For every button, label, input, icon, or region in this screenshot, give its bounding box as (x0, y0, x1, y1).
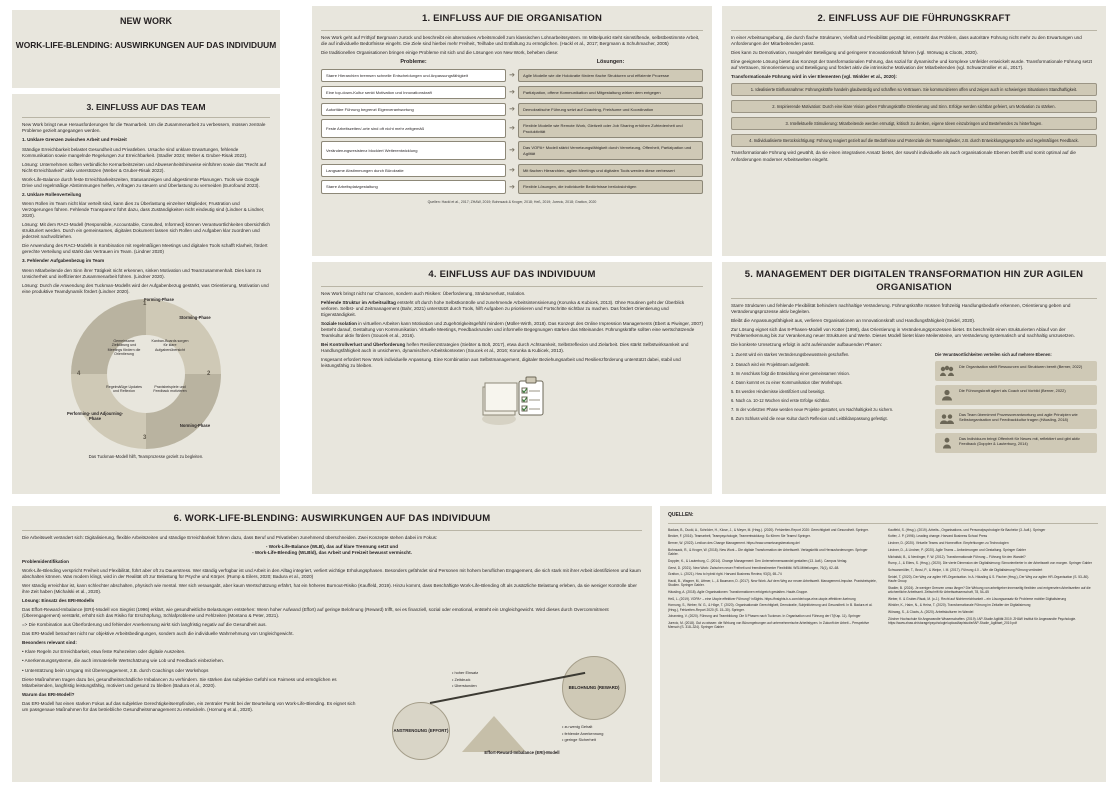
leadership-elements (731, 83, 1097, 147)
team-block-2-heading: 2. Unklare Rollenverteilung (22, 191, 82, 197)
kotter-step: 1. Zuerst wird ein starkes Veränderungsbewusstsein geschaffen. (731, 352, 850, 358)
source-item: Häusling, A. (2018). Agile Organisationen: Transformationen erfolgreich gestalten. Haufe-Gruppe. (668, 589, 809, 594)
source-item: Jurecic, M. (2018). Gut zu wissen: die Wirkung von Bürumgebungen auf unternehmerische Arbeitstypen. In Zukunft der Arbeit – Perspektive Mensch (S. 318–324). Springer Gabler (668, 621, 870, 630)
arrow-right-icon: ➔ (509, 125, 515, 133)
leadership-element: 4. Individualisierte Berücksichtigung: Führung reagiert gezielt auf die Bedürfnisse und Potenziale der Teammitglieder, z.B. durch Entwicklungsgespräche und regelmäßiges Feedback. (731, 134, 1097, 147)
responsibility-row (935, 433, 1097, 453)
kotter-step: 6. Nach ca. 10-12 Wochen sind erste Erfolge sichtbar. (731, 397, 830, 403)
responsibility-row (935, 361, 1097, 381)
poster-header (12, 10, 280, 88)
wlb-h2: Lösung: Einsatz des ERI-Modells (22, 598, 95, 604)
tuckman-phase-3-number: 3 (143, 434, 147, 441)
tuckman-phase-1-desc: Gemeinsame Zielklärung und Meetings fördern die Orientierung (107, 338, 141, 357)
section-individual (312, 262, 712, 494)
kotter-step: 8. Zum Schluss wird die neue Kultur durch Reflexion und Leitbildanpassung gefestigt. (731, 415, 888, 421)
source-item: Gerst, D. (2021). New Work: Zwischen neuer Freiheit und fremdbestimmter Flexibilität. WSI-Mitteilungen, 76(1), 62–68. (668, 565, 840, 570)
wlb-b3: • Unterstützung beim Umgang mit Überengagement, z.B. durch Coachings oder Workshops (22, 667, 209, 673)
individual-icon (939, 436, 955, 450)
divider (22, 117, 270, 118)
section-wlb-title: 6. WORK-LIFE-BLENDING: AUSWIRKUNGEN AUF DAS INDIVIDUUM (173, 513, 491, 524)
org-problem: Veränderungsresistenz blockiert Weiterentwicklung (321, 141, 506, 160)
poster-kicker: NEW WORK (120, 16, 172, 26)
leadership-p4: Transformationale Führung wird in vier Elementen (vgl. Winkler et al., 2020): (731, 73, 897, 79)
tuckman-model-diagram (67, 296, 221, 449)
wlb-t5: Das ERI-Modell betrachtet nicht nur objektive Arbeitsbedingungen, sondern auch die individuelle Wahrnehmung von Ungleichgewicht. (22, 631, 294, 637)
arrow-right-icon: ➔ (509, 88, 515, 96)
dt-p4: Die konkrete Umsetzung erfolgt in acht aufeinander aufbauenden Phasen: (731, 342, 882, 348)
org-solution: Flexible Modelle wie Remote Work, Gleitzeit oder Job Sharing erhöhen Zufriedenheit und Produktivität (518, 119, 703, 138)
arrow-right-icon: ➔ (509, 166, 515, 174)
arrow-right-icon: ➔ (509, 147, 515, 155)
divider (321, 30, 703, 31)
wlb-t6: Diese Maßnahmen tragen dazu bei, gesundheitsschädliche Imbalancen zu verhindern. Sie stärken das subjektive Gefühl von Fairness und ermöglichen es Mitarbeitenden, langfristig leistungsfähig, motiviert und gesund zu bleiben (Badura et al., 2020). (22, 676, 337, 688)
wlb-t1: Work-Life-Blending verspricht Freiheit und Flexibilität, führt aber oft zu Dauerstress. Wer ständig verfügbar ist und Arbeit in den Alltag integriert, verliert wichtige Erholungsphasen. Besonders gefährdet sind Personen mit hohem beruflichen Engagement, die sich stark mit ihrer Arbeit identifizieren und kaum abschalten können. Was modern klingt, wird in der Realität oft zur Belastung für Psyche und Körper. (Rump & Eilers, 2020; Badura et al., 2020) (22, 567, 641, 579)
source-item: Michalski, B., & Nerdinger, F. W. (2012). Transformationale Führung – Führung für den Wandel? (888, 554, 1026, 559)
org-problem: Starre Arbeitsplatzgestaltung (321, 180, 506, 193)
tuckman-phase-4-number: 4 (77, 370, 81, 377)
individual-intro: New Work bringt nicht nur Chancen, sondern auch Risiken: Überforderung, Strukturverlust, Isolation. (321, 290, 526, 296)
responsibility-text: Das Individuum bringt Offenheit für Neues mit, reflektiert und gibt aktiv Feedback (Doppler & Lauterburg, 2014) (959, 435, 1080, 446)
individual-s3-text: helfen Resilienzstrategien (Siebter & Bolt, 2017), etwa durch Achtsamkeit, Selbstreflexion und Zielarbeit. Dies stärkt Selbstwirksamkeit und Handlungsfähigkeit auch in unsicheren, dynamischen Arbeitskontexten (Soucek et al., 2016; Korunka & Kubicek, 2013). (321, 341, 689, 354)
source-item: Gratton, L. (2021). How to hybrid right. Harvard Business Review, 93(3), 65–74 (668, 572, 782, 577)
org-intro-1: New Work geht auf Frithjof Bergmann zurück und beschreibt ein alternatives Arbeitsmodell zum klassischen Lohnarbeitssystem. Im Mittelpunkt steht sinnstiftende, selbstbestimmte Arbeit, die auf individuelle Bedürfnisse eingeht. Die Ziele sind hierbei mehr Freiheit, Teilhabe und Entfaltung zu ermöglichen. (Hackl et al., 2017; Bergmann & Schuhmacher, 2005) (321, 34, 700, 46)
team-block-3-solution: Lösung: Durch die Anwendung des Tuckman-Modells wird der Aufgabenbezug gestärkt, was Orientierung, Motivation und eine produktive Teamdynamik fördert (Lindner 2020). (22, 282, 269, 294)
source-item: Kotter, J. P. (1996). Leading change. Harvard Business School Press (888, 534, 988, 539)
source-item: Badura, B., Ducki, A., Schröder, H., Klose, J., & Meyer, M. (Hrsg.). (2020). Fehlzeiten-Report 2020: Gerechtigkeit und Gesundheit. Springer. (668, 527, 869, 532)
team-intro: New Work bringt neue Herausforderungen für die Teamarbeit. Um die Zusammenarbeit zu verbessern, müssen zentrale Probleme gezielt angegangen werden. (22, 122, 266, 134)
leadership-element: 2. Inspirierende Motivation: Durch eine klare Vision geben Führungskräfte Orientierung und Sinn. Erfolge werden sichtbar gefeiert, um Motivation zu stärken. (731, 100, 1097, 113)
source-item: Doppler, K., & Lauterburg, C. (2014). Change Management: Den Unternehmenswandel gestalten (13. Aufl.). Campus Verlag. (668, 558, 848, 563)
source-item: Wörwag, S., & Cloots, A. (2020). Arbeitskulturen im Wandel (888, 610, 974, 615)
wlb-t7: Das ERI-Modell hat einen starken Fokus auf das subjektive Gerechtigkeitsempfinden, ein zentraler Punkt bei der Beurteilung von Work-Life-Blending. Es eignet sich um passgenaue Maßnahmen für das betriebliche Gesundheitsmanagement zu entwickeln. (Hornung et al., 2020). (22, 700, 356, 712)
tuckman-phase-3-label: Norming-Phase (179, 422, 211, 428)
team-block-1-heading: 1. Unklare Grenzen zwischen Arbeit und Freizeit (22, 137, 127, 143)
tuckman-phase-1-number: 1 (143, 300, 147, 307)
divider (321, 286, 703, 287)
sources-title: QUELLEN: (668, 512, 694, 518)
wlb-t3: Das Effort-Reward-Imbalance (ERI)-Modell von Siegrist (1996) erklärt, wie gesundheitliche Belastungen entstehen: Wenn hoher Aufwand (Effort) auf geringe Belohnung (Reward) trifft, sei es finanziell, sozial oder emotional, entsteht ein Ungleichgewicht. Wird dieses durch Overcommitment (Überengagement) verstärkt, erhöht sich das Risiko für Erschöpfung, Schlafprobleme und Fehlzeiten (Montano & Peter, 2021). (22, 607, 609, 619)
eri-reward-item: • geringe Sicherheit (562, 737, 596, 743)
source-item: Weber, K. & Gruber-Risak, M. (o.J.). Recht auf Nichterreichbarkeit – ein Lösungsansatz für Probleme mobiler Digitalisierung (888, 596, 1067, 601)
responsibility-text: Das Team übernimmt Prozessverantwortung und agile Prinzipien wie Selbstorganisation und Feedbackkultur tragen (Häusling, 2018) (959, 411, 1078, 422)
kotter-step: 4. Dann kommt es zu einer Kommunikation über Workshops. (731, 379, 843, 385)
dt-p3: Zur Lösung eignet sich das 8-Phasen-Modell von Kotter (1996), das Orientierung in Veränderungsprozessen bietet. Es beschreibt einen strukturierten Ablauf von der Problemerkennung bis zur Verankerung neuer Strukturen und Werte. Dieses Modell bietet klare Meilensteine, um Veränderung systematisch und nachhaltig umzusetzen. (731, 327, 1075, 339)
source-item: Kauffeld, S. (Hrsg.). (2019). Arbeits-, Organisations- und Personalpsychologie für Bachelor (3. Aufl.). Springer (888, 527, 1046, 532)
team-block-1-extra: Work-Life-Balance durch feste Erreichbarkeitszeiten, Statusanzeigen und abgestimmte Planungen. Tools wie Google Drive und regelmäßige Abstimmungen helfen, Anfragen zu steuern und Überlastung zu vermeiden (Eurofound 2023). (22, 176, 260, 188)
org-problem: Autoritäre Führung begrenzt Eigenverantwortung (321, 103, 506, 116)
source-item: Becker, F. (2016). Teamarbeit, Teampsychologie, Teamentwicklung: So führen Sie Teams! Springer. (668, 534, 811, 539)
source-item: Bohnsack, R., & Kroger, W. (2018). New Work – Die digitale Transformation der Arbeitswelt. Verlagskritik und Herausforderungen. Springer Gabler. (668, 547, 868, 556)
team-block-2-text: Wenn Rollen im Team nicht klar verteilt sind, kann dies zu Überlastung einzelner Mitglieder, Frustration und Verzögerungen führen. Fehlende Transparenz führt dazu, dass Zuständigkeiten nicht eindeutig sind (Lindner & Lindner, 2020). (22, 200, 265, 219)
source-item: Berner, W. (2022). Lexikon des Change Management. https://www.umsetzungsberatung.de/ (668, 541, 800, 546)
eri-reward-label: BELOHNUNG (REWARD) (568, 685, 620, 691)
org-intro-2: Die traditionellen Organisationen bringen einige Probleme mit sich und die Lösungen von New Work, beheben diese: (321, 49, 559, 55)
wlb-h3: Besonders relevant sind: (22, 640, 77, 646)
leadership-outro: Transformationale Führung wird gewählt, da sie einen integrativen Ansatz bietet, der sowohl individuelle als auch organisationale Ebenen betrifft und somit optimal auf die Anforderungen moderner Arbeitswelten eingeht. (731, 150, 1076, 162)
divider (731, 298, 1097, 299)
responsibility-text: Die Organisation stellt Ressourcen und Strukturen bereit (Berner, 2022) (959, 363, 1083, 369)
individual-s2-heading: Soziale Isolation (321, 320, 357, 326)
org-solution: Demokratische Führung setzt auf Coaching, Freiräume und Koordination (518, 103, 703, 116)
section-individual-title: 4. EINFLUSS AUF DAS INDIVIDUUM (428, 269, 596, 280)
responsibility-row (935, 409, 1097, 429)
arrow-right-icon: ➔ (509, 71, 515, 79)
source-item: Schwarzmüller, T., Brosi, P., & Welpe, I. M. (2017). Führung 4.0 – Wie die Digitalisierung Führung verändert (888, 568, 1043, 573)
wlb-b2: • Anerkennungssysteme, die auch immaterielle Wertschätzung wie Lob und Feedback einbeziehen. (22, 658, 224, 664)
section-team-title: 3. EINFLUSS AUF DAS TEAM (86, 102, 206, 112)
eri-reward-items (562, 724, 603, 744)
org-solution: Mit flachen Hierarchien, agilen Meetings und digitalen Tools werden diese verbessert (518, 164, 703, 177)
dt-p1: Starre Strukturen und fehlende Flexibilität behindern nachhaltige Veränderung. Führungskräfte müssen frühzeitig Handlungsbedarfe erkennen, Orientierung geben und Veränderungsprozesse aktiv begleiten. (731, 303, 1071, 315)
individual-s4-text: Insgesamt erfordert New Work individuelle Anpassung. Eine Kombination aus Selbstmanagement, digitaler Beziehungsarbeit und Resilienzförderung unterstützt dabei, stabil und leistungsfähig zu bleiben. (321, 357, 681, 369)
tuckman-phase-2-desc: Kanban-Boards sorgen für klare Aufgabenübersicht (151, 338, 189, 352)
tuckman-caption: Das Tuckman-Modell hilft, Teamprozesse gezielt zu begleiten. (88, 453, 204, 459)
responsibilities-title: Die Verantwortlichkeiten verteilen sich auf mehrere Ebenen: (935, 352, 1052, 358)
team-block-2-extra: Die Anwendung des RACI-Modells in Kombination mit regelmäßigen Meetings und digitalen Tools schafft Klarheit, fördert gerechte Verteilung und stärkt das Vertrauen im Team. (Lindner 2020) (22, 243, 268, 255)
org-solutions-header: Lösungen: (596, 58, 625, 65)
individual-s1-text: entsteht oft durch hohe Selbstkontrolle und zunehmende Arbeitsintensivierung (Korunka & Kubicek, 2013). Ohne Routinen geht der Überblick verloren. Selbst- und Zeitmanagement (Bahr, 2021) unterstützt durch Tools, hilft Aufgaben zu priorisieren und Fortschritte sichtbar zu machen. Das fördert Orientierung und Eigenständigkeit. (321, 299, 685, 317)
responsibility-text: Die Führungskraft agiert als Coach und Vorbild (Berner, 2022) (959, 387, 1066, 393)
divider (731, 30, 1097, 31)
eri-effort-item: • Zeitdruck (452, 676, 471, 682)
divider (668, 523, 1098, 524)
source-item: Rump, J., & Eilers, S. (Hrsg.). (2020). Die vierte Dimension der Digitalisierung: Sinnorientierter in der Arbeitswelt von morgen. Springer Gabler (888, 561, 1092, 566)
leadership-element: 1. Idealisierte Einflussnahme: Führungskräfte handeln glaubwürdig und schaffen so Vertrauen. Sie kommunizieren offen und zeigen auch in schwierigen Situationen Standhaftigkeit. (731, 83, 1097, 96)
org-row (321, 69, 703, 82)
individual-s2-text: in virtuellen Arbeiten kann Motivation und Zugehörigkeitsgefühl mindern (Müller-Wirth, 2018). Das Konzept des Online Impression Managements (Ebert & Piwinger, 2007) besteht darauf, Gestaltung von Kommunikation. Virtuelle Meetings, Feedbackrunden und informelle Begegnungen stärken das Miteinander. Führungskräfte sollten eine wertschätzende Teamkultur aktiv fördern (Soucek et al., 2016). (321, 320, 703, 338)
eri-caption: Effort-Reward-Imbalance (ERI)-Modell (484, 750, 560, 755)
dt-p2: Bleibt die Anpassungsfähigkeit aus, verlieren Organisationen an Innovationskraft und Handlungsfähigkeit (Seidel, 2020). (731, 318, 976, 324)
kotter-steps (731, 352, 927, 456)
org-row (321, 141, 703, 160)
eri-reward-item: • fehlende Anerkennung (562, 730, 604, 736)
source-item: Seidel, T. (2020). Der Weg zur agilen HR-Organisation. In A. Häusling & S. Fischer (Hrsg.), Der Weg zur agilen HR-Organisation (S. 53–80). Haufe Group (888, 574, 1090, 583)
tuckman-phase-4-desc: Regelmäßige Updates und Reflexion (106, 384, 142, 394)
org-problem-solution-list (321, 69, 703, 197)
source-item: Johanning, V. (2020). Führung und Teambildung: Die 5 Phasen nach Tuckman. In Organisation und Führung der IT(Kap. 11). Springer (668, 614, 861, 619)
org-solution: Partizipation, offene Kommunikation und Mitgestaltung wirken dem entgegen (518, 86, 703, 99)
divider (22, 530, 642, 531)
source-item: Hackl, B., Wagner, M., Attmer, L., & Baumann, D. (2017). New Work. Auf dem Weg zur neuen Arbeitswelt. Management-Impulse. Praxisbeispiele, Studien. Springer Gabler. (668, 579, 877, 588)
section-sources (660, 506, 1106, 782)
eri-effort-item: • Überstunden (452, 683, 477, 689)
source-item: Lindner, D. (2020). Virtuelle Teams und Homeoffice. Empfehlungen zu Technologien (888, 541, 1009, 546)
source-item: Heß, L. (2019). VOPA+ – eine Utopie effektiver Führung? inSights. https://insights.b-s.com/de/vopa-eine-utopie-effektiver-fuehrung (668, 596, 856, 601)
section-organisation (312, 6, 712, 256)
section-leadership-title: 2. EINFLUSS AUF DIE FÜHRUNGSKRAFT (817, 13, 1011, 24)
org-row (321, 119, 703, 138)
kotter-step: 7. In der vorletzten Phase werden neue Projekte gestartet, um Nachhaltigkeit zu sichern. (731, 406, 894, 412)
arrow-right-icon: ➔ (509, 183, 515, 191)
team-block-3-heading: 3. Fehlender Aufgabenbezug im Team (22, 258, 105, 264)
org-solution: Agile Modelle wie die Holokratie fördern flache Strukturen und effiziente Prozesse (518, 69, 703, 82)
team-block-1-solution: Lösung: Unternehmen sollten verbindliche Kernarbeitszeiten und Abwesenheitshinweise einführen sowie das "Recht auf Nicht-Erreichbarkeit" aktiv unterstützen (Weber & Gruber-Risak 2022). (22, 161, 266, 173)
wlb-t2: Wer ständig erreichbar ist, kann schlechter abschalten, physisch wie mental. Wer sich verausgabt, aber kaum Wertschätzung erfährt, hat ein höheres Burnout-Risiko (Kauffeld, 2019). Hinzu kommt, dass Beschäftigte Work-Life-Blending oft als zusätzliche Belastung erleben, da sie weniger Kontrolle über ihre Zeit haben (Michalski et al., 2020). (22, 582, 637, 594)
sources-list (668, 528, 1098, 630)
tuckman-phase-1-label: Forming-Phase (144, 296, 174, 302)
org-problem: Langsame Abstimmungen durch Bürokratie (321, 164, 506, 177)
org-solution: Das VOPA+ Modell stärkt Vernetzungsfähigkeit durch Vernetzung, Offenheit, Partizipation und Agilität (518, 141, 703, 160)
wlb-intro: Die Arbeitswelt verändert sich: Digitalisierung, flexible Arbeitszeiten und ständige Erreichbarkeit führen dazu, dass Beruf und Privatleben zunehmend überschneiden. Zwei Konzepte stehen dabei im Fokus: (22, 534, 438, 540)
leadership-p2: Dies kann zu Demotivation, mangelnder Beteiligung und geringerer Innovationskraft führen (vgl. Wörwag & Cloots, 2020). (731, 49, 978, 55)
kotter-step: 2. Danach wird ein Projektteam aufgestellt. (731, 361, 810, 367)
org-problem: Eine top-down-Kultur senkt Motivation und Innovationskraft (321, 86, 506, 99)
org-problems-header: Probleme: (400, 58, 427, 65)
checklist-illustration (321, 375, 703, 431)
kotter-step: 5. Es werden Hindernisse identifiziert und beseitigt. (731, 388, 825, 394)
leadership-p1: In einer Arbeitsumgebung, die durch flache Strukturen, Vielfalt und Flexibilität geprägt ist, entsteht das Problem, dass autoritäre Führung nicht mehr zu den Erwartungen und Anforderungen der Mitarbeitenden passt. (731, 34, 1082, 46)
org-row (321, 103, 703, 116)
source-item: Hornung, S., Weber, W. G., & Höge, T. (2020). Organisationale Gerechtigkeit, Demokratie, Subjektivierung und Gesundheit. In B. Badura et al. (Hrsg.), Fehlzeiten-Report 2020 (S. 15–30). Springer. (668, 603, 873, 612)
wlb-t4: => Die Kombination aus Überforderung und fehlender Anerkennung wirkt sich langfristig negativ auf die Gesundheit aus. (22, 622, 267, 628)
eri-effort-item: • hoher Einsatz (452, 670, 479, 675)
org-solution: Flexible Lösungen, die individuelle Bedürfnisse berücksichtigen (518, 180, 703, 193)
tuckman-phase-4-label: Performing- und Adjourning-Phase (67, 410, 124, 422)
wlb-b1: • Klare Regeln zur Erreichbarkeit, etwa feste Ruhezeiten oder digitale Auszeiten. (22, 649, 186, 655)
team-icon (939, 412, 955, 426)
section-leadership (722, 6, 1106, 256)
org-row (321, 86, 703, 99)
responsibilities (935, 352, 1097, 456)
eri-effort-items (452, 670, 478, 690)
individual-s1-heading: Fehlende Struktur im Arbeitsalltag (321, 299, 396, 305)
org-row (321, 164, 703, 177)
section-digital-transformation-title: 5. MANAGEMENT DER DIGITALEN TRANSFORMATION HIN ZUR AGILEN ORGANISATION (744, 269, 1084, 293)
kotter-step: 3. Im Anschluss folgt die Entwicklung einer gemeinsamen Vision. (731, 370, 850, 376)
leadership-p3: Eine geeignete Lösung bietet das Konzept der transformationalen Führung, das sozial für dynamische und komplexe Umfelder entwickelt wurde. Transformationale Führung setzt auf Vertrauen, Sinnorientierung und Beteiligung und fördert aktiv die intrinsische Motivation der Mitarbeitenden (vgl. Schwarzmüller et al., 2017). (731, 58, 1093, 70)
responsibility-row (935, 385, 1097, 405)
team-block-1-text: Ständige Erreichbarkeit belastet Gesundheit und Privatleben. Ursache sind unklare Erwartungen, fehlende Kommunikation sowie mangelnde Regelungen zur Erreichbarkeit. (Stadler 2024; Weber & Gruber-Risak 2022). (22, 146, 248, 158)
org-sources: Quellen: Hackl et al., 2017; ZHAW, 2019; Bohnsack & Kroger, 2018; Heß, 2019; Jurecic, 2018; Gratton, 2020 (427, 200, 597, 205)
wlb-h4: Warum das ERI-Modell? (22, 691, 75, 697)
org-row (321, 180, 703, 193)
arrow-right-icon: ➔ (509, 105, 515, 113)
eri-reward-item: • zu wenig Gehalt (562, 724, 593, 729)
leadership-element: 3. Intellektuelle Stimulierung: Mitarbeitende werden ermutigt, kritisch zu denken, eigene Ideen einzubringen und Bestehendes zu hinterfragen. (731, 117, 1097, 130)
org-problem: Feste Arbeitszeiten/-orte sind oft nicht mehr zeitgemäß (321, 119, 506, 138)
eri-model-chart (312, 650, 632, 758)
poster-title: WORK-LIFE-BLENDING: AUSWIRKUNGEN AUF DAS INDIVIDUUM (15, 39, 277, 50)
source-item: Stadler, B. (2024). Je weniger Grenzen umso länger? Die Wirkung von arbeitgeber:innenseitig flexiblen und entgrenzten Arbeitszeiten auf die wöchentliche Arbeitszeit. Zeitschrift für Arbeitswissenschaft, 78, 54–65 (888, 585, 1091, 594)
individual-s3-heading: Bei Kontrollverlust und Überforderung (321, 341, 406, 347)
team-block-2-solution: Lösung: Mit dem RACI-Modell (Responsible, Accountable, Consulted, Informed) können Verantwortlichkeiten übersichtlich strukturiert werden. Durch ein gemeinsames, digitales Dokument lassen sich Rollen und Aufgaben klar zuordnen und jederzeit nachvollziehen. (22, 222, 270, 240)
eri-reward-circle (562, 656, 626, 720)
wlb-bullet-1: - Work-Life-Balance (WLB), das auf klare Trennung setzt und (265, 543, 399, 549)
person-icon (939, 388, 955, 402)
tuckman-phase-2-label: Storming-Phase (179, 314, 211, 320)
source-item: Winkler, K., Haim, N., & Heinz, T. (2020). Transformationale Führung im Zeitalter der Digitalisierung (888, 603, 1031, 608)
wlb-bullet-2: - Work-Life-Blending (WLBld), das Arbeit und Freizeit bewusst vermischt. (252, 549, 412, 555)
group-icon (939, 364, 955, 378)
section-organisation-title: 1. EINFLUSS AUF DIE ORGANISATION (421, 13, 603, 24)
org-problem: Starre Hierarchien bremsen schnelle Entscheidungen und Anpassungsfähigkeit (321, 69, 506, 82)
tuckman-phase-2-number: 2 (207, 370, 211, 377)
source-item: Zürcher Hochschule für Angewandte Wissenschaften. (2019). IAP-Studie Agilität 2019. ZHAW Institut für Angewandte Psychologie. https://www.zhaw.ch/storage/psychologie/upload/iap/studie/IAP-Studie_Agilitaet_2019.pdf (888, 616, 1077, 626)
tuckman-phase-3-desc: Praxisbeispiele und Feedback motivieren (153, 384, 187, 394)
wlb-h1: Problemidentifikation (22, 558, 69, 564)
source-item: Lindner, D., & Lindner, P. (2020). Agile Teams – Anforderungen und Gestaltung. Springer Gabler (888, 547, 1026, 552)
clipboard-icon (479, 375, 545, 431)
section-team (12, 94, 280, 494)
team-block-3-text: Wenn Mitarbeitende den Sinn ihrer Tätigkeit nicht erkennen, sinken Motivation und Teamzusammenhalt. Dies kann zu Unsicherheit und ineffizienter Zusammenarbeit führen. (Lindner 2020). (22, 267, 262, 279)
section-work-life-blending (12, 506, 652, 782)
eri-fulcrum (462, 716, 526, 752)
eri-effort-label: ANSTRENGUNG (EFFORT) (393, 728, 449, 734)
section-digital-transformation (722, 262, 1106, 494)
